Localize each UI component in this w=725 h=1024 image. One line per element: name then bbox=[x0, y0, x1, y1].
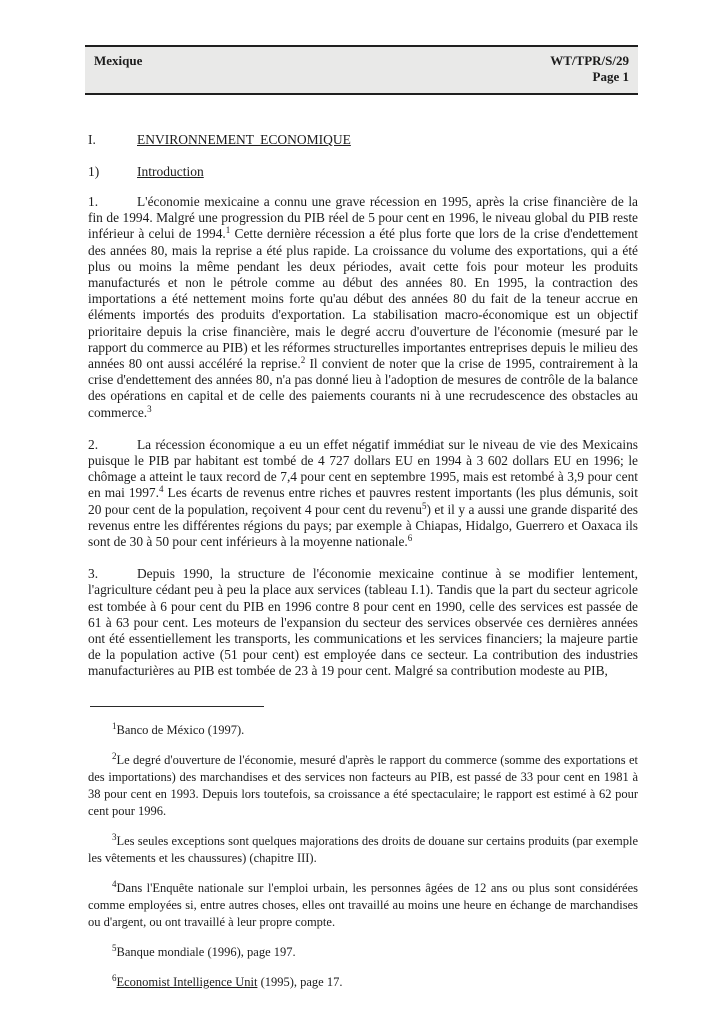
header-page-number: Page 1 bbox=[592, 69, 629, 84]
footnotes-section bbox=[88, 722, 638, 991]
footnote-reference: 4 bbox=[158, 484, 164, 495]
subsection-number: 1) bbox=[88, 164, 100, 179]
subsection-heading bbox=[88, 164, 638, 180]
footnote: $^2$Le degré d'ouverture de l'économie, mesuré d'après le rapport du commerce (somme des exportations et des importations) des marchandises et des services non facteurs au PIB, est passé de 33 pour cent en 1981 à 38 pour cent en 1993. Depuis lors toutefois, sa croissance a été spectaculaire; le rapport est estimé à 62 pour cent pour 1996. bbox=[88, 750, 638, 818]
paragraph: 3. Depuis 1990, la structure de l'économie mexicaine continue à se modifier lentement, l'agriculture cédant peu à peu la place aux services (tableau I.1). Tandis que la part du secteur agricole est tombée à 6 pour cent du PIB en 1996 contre 8 pour cent en 1990, celle des services est passée de 61 à 63 pour cent. Les moteurs de l'expansion du secteur des services observée ces dernières années ont été essentiellement les transports, les communications et les services financiers; la majeure partie de la population active (51 pour cent) est employée dans ce secteur. La contribution des industries manufacturières au PIB est tombée de 23 à 19 pour cent. Malgré sa contribution modeste au PIB, bbox=[88, 566, 638, 679]
footnote-number: 3 bbox=[112, 831, 117, 842]
footnote-reference: 2 bbox=[300, 355, 306, 366]
underlined-text: Economist Intelligence Unit bbox=[116, 974, 258, 989]
footnote-reference: 5 bbox=[422, 500, 427, 511]
paragraph: 2. La récession économique a eu un effet négatif immédiat sur le niveau de vie des Mexicains puisque le PIB par habitant est tombé de 4 727 dollars EU en 1994 à 3 602 dollars EU en 1996; le chômage a atteint le taux record de 7,4 pour cent en septembre 1995, mais est retombé à 3,9 pour cent en mai 1997.$^4$ Les écarts de revenus entre riches et pauvres restent importants (les plus démunis, soit 20 pour cent de la population, reçoivent 4 pour cent du revenu$^5$) et il y a aussi une grande disparité des revenus entre les différentes régions du pays; par exemple à Chiapas, Hidalgo, Guerrero et Oaxaca ils sont de 30 à 50 pour cent inférieurs à la moyenne nationale.$^6$ bbox=[88, 436, 639, 550]
footnote: $^4$Dans l'Enquête nationale sur l'emploi urbain, les personnes âgées de 12 ans ou plus sont considérées comme employées si, entre autres choses, elles ont travaillé au moins une heure en échange de marchandises ou d'argent, ou ont travaillé à leur propre compte. bbox=[88, 878, 638, 929]
footnote-number: 6 bbox=[112, 972, 117, 983]
footnote: $^1$Banco de México (1997). bbox=[112, 720, 245, 737]
footnote-number: 2 bbox=[112, 750, 117, 761]
footnote-reference: 6 bbox=[407, 533, 413, 544]
footnote-number: 4 bbox=[112, 878, 117, 889]
paragraph-number: 2. bbox=[88, 436, 99, 452]
section-number: I. bbox=[88, 132, 96, 147]
footnote-reference: 1 bbox=[225, 225, 231, 236]
footnote: $^3$Les seules exceptions sont quelques majorations des droits de douane sur certains produits (par exemple les vêtements et les chaussures) (chapitre III). bbox=[88, 831, 638, 865]
header-reference-block bbox=[550, 53, 629, 85]
section-title: ENVIRONNEMENT ECONOMIQUE bbox=[137, 132, 351, 147]
paragraph-number: 3. bbox=[88, 566, 99, 582]
paragraph: 1. L'économie mexicaine a connu une grave récession en 1995, après la crise financière de la fin de 1994. Malgré une progression du PIB réel de 5 pour cent en 1996, le niveau global du PIB reste inférieur à celui de 1994.$^1$ Cette dernière récession a été plus forte que lors de la crise d'endettement des années 80, mais la reprise a été plus rapide. La croissance du volume des exportations, qui a été plus ou moins la même pendant les deux périodes, avait cette fois pour moteur les produits manufacturés et non le pétrole comme au début des années 80. En 1995, la contraction des importations a été nettement moins forte qu'au début des années 80 du fait de la teneur accrue en éléments importés des produits d'exportation. La stabilisation macro-économique est un objectif prioritaire depuis la crise financière, mais le degré accru d'ouverture de l'économie (mesuré par le rapport du commerce au PIB) et les réformes structurelles importantes entreprises depuis le milieu des années 80 ont aussi accéléré la reprise.$^2$ Il convient de noter que la crise de 1995, contrairement à la crise d'endettement des années 80, n'a pas donné lieu à l'adoption de mesures de contrôle de la balance des opérations en capital et de celle des paiements courants ni à une recrudescence des obstacles au commerce.$^3$ bbox=[88, 194, 638, 420]
paragraph-number: 1. bbox=[88, 194, 99, 209]
header-country: Mexique bbox=[94, 53, 143, 68]
footnote-number: 5 bbox=[112, 942, 117, 953]
footnote-reference: 3 bbox=[147, 403, 152, 414]
footnote: $^5$Banque mondiale (1996), page 197. bbox=[112, 942, 296, 959]
page-header bbox=[85, 45, 638, 95]
subsection-title: Introduction bbox=[137, 164, 204, 179]
body-paragraphs bbox=[88, 194, 638, 680]
footnote-separator bbox=[90, 706, 264, 707]
header-doc-ref: WT/TPR/S/29 bbox=[550, 53, 629, 68]
page-content bbox=[88, 0, 638, 1004]
footnote: $^6$Economist Intelligence Unit (1995), page 17. bbox=[112, 972, 343, 989]
footnote-number: 1 bbox=[112, 720, 117, 731]
section-heading bbox=[88, 132, 638, 148]
